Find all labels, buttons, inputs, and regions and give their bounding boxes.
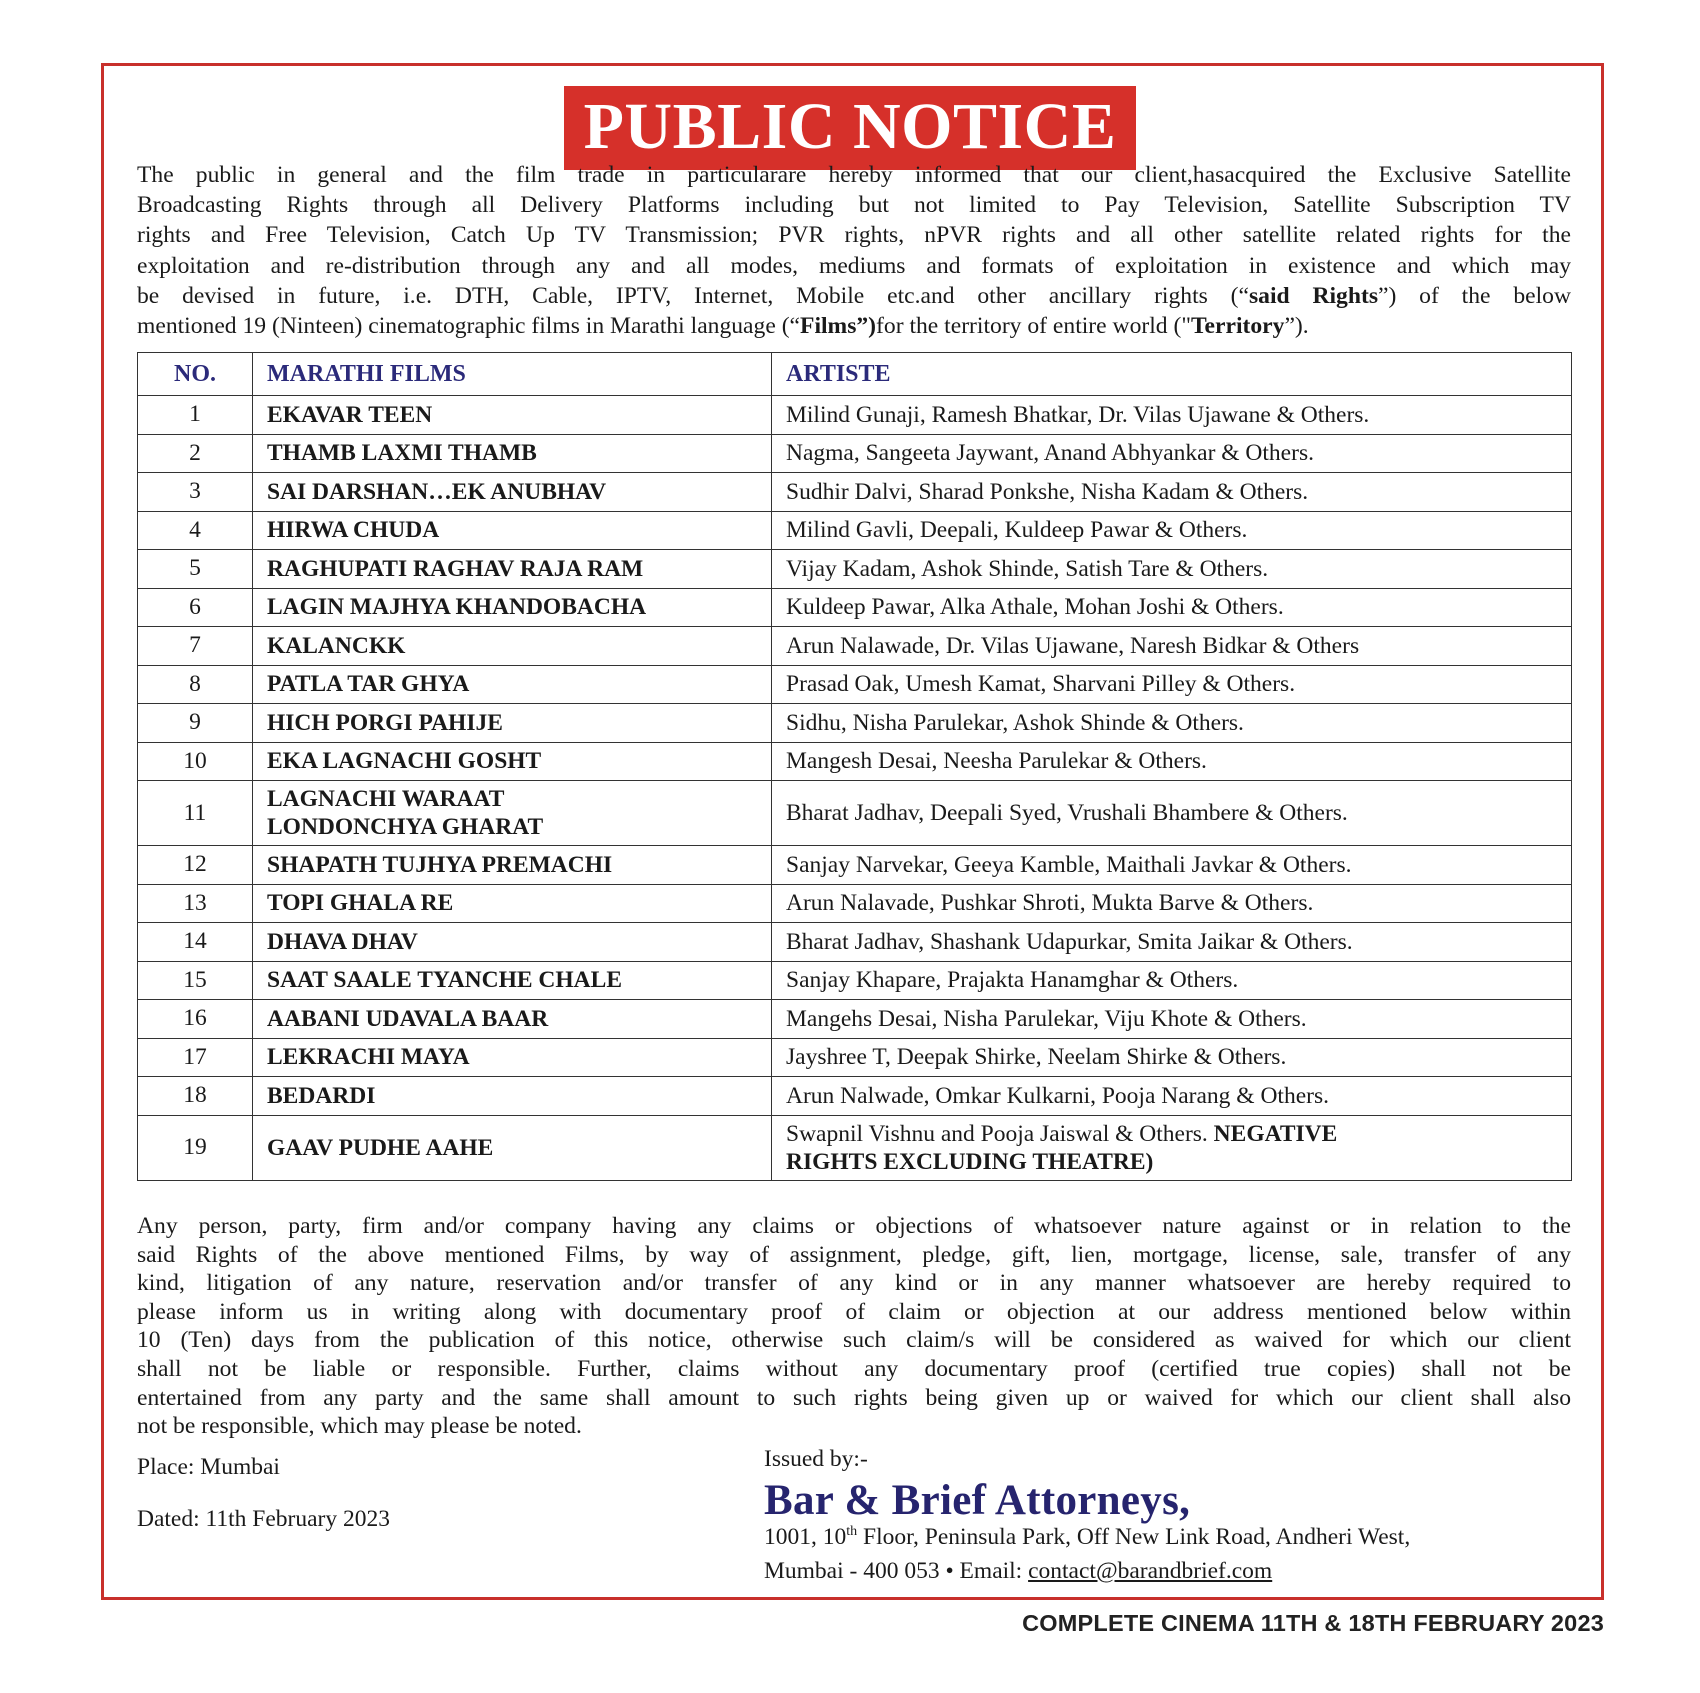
intro-line [137,311,1571,341]
table-row [138,742,1572,781]
artist-list: Kuldeep Pawar, Alka Athale, Mohan Joshi & Others. [772,588,1572,627]
intro-line: The public in general and the film trade in particularare hereby informed that our client,hasacquired the Exclusive Satellite [137,162,1571,188]
table-row [138,1115,1572,1180]
artist-list: Arun Nalavade, Pushkar Shroti, Mukta Barve & Others. [772,884,1572,923]
row-number: 13 [138,884,253,923]
film-title: TOPI GHALA RE [253,884,772,923]
table-row [138,511,1572,550]
header-no: NO. [138,353,253,396]
film-title: DHAVA DHAV [253,923,772,962]
claims-line: please inform us in writing along with documentary proof of claim or objection at our address mentioned below within [137,1298,1571,1325]
table-row [138,1038,1572,1077]
rights-note: NEGATIVE [1213,1120,1338,1147]
intro-line [137,281,1571,311]
intro-text: for the territory of entire world (" [876,312,1191,339]
row-number: 7 [138,627,253,666]
intro-paragraph [137,160,1571,341]
artist-list: Nagma, Sangeeta Jaywant, Anand Abhyankar & Others. [772,434,1572,473]
artist-list: Sudhir Dalvi, Sharad Ponkshe, Nisha Kadam & Others. [772,473,1572,512]
film-title: THAMB LAXMI THAMB [253,434,772,473]
row-number: 5 [138,550,253,589]
film-title: EKAVAR TEEN [253,396,772,435]
intro-line: rights and Free Television, Catch Up TV Transmission; PVR rights, nPVR rights and all other satellite related rights for the [137,222,1571,249]
artist-list: Milind Gunaji, Ramesh Bhatkar, Dr. Vilas Ujawane & Others. [772,396,1572,435]
table-row [138,627,1572,666]
address-text: 1001, 10 [764,1524,847,1550]
artist-list: Sanjay Narvekar, Geeya Kamble, Maithali Javkar & Others. [772,846,1572,885]
row-number: 15 [138,961,253,1000]
row-number: 19 [138,1115,253,1180]
table-row [138,473,1572,512]
row-number: 16 [138,1000,253,1039]
claims-line: kind, litigation of any nature, reservation and/or transfer of any kind or in any manner whatsoever are hereby required to [137,1270,1571,1297]
row-number: 2 [138,434,253,473]
table-row [138,923,1572,962]
issued-by: Issued by:- [764,1446,868,1472]
table-row [138,704,1572,743]
claims-line: 10 (Ten) days from the publication of this notice, otherwise such claim/s will be considered as waived for which our client [137,1327,1571,1354]
rights-note: RIGHTS EXCLUDING THEATRE) [786,1148,1154,1175]
table-row [138,1000,1572,1039]
place: Place: Mumbai [137,1454,280,1480]
publication-footer: COMPLETE CINEMA 11TH & 18TH FEBRUARY 2023 [1022,1610,1604,1636]
intro-text: mentioned 19 (Ninteen) cinematographic films in Marathi language (“ [137,312,801,339]
artist-list: Mangehs Desai, Nisha Parulekar, Viju Khote & Others. [772,1000,1572,1039]
row-number: 8 [138,665,253,704]
film-title: SAI DARSHAN…EK ANUBHAV [253,473,772,512]
said-rights-term: said Rights [1248,282,1379,309]
row-number: 1 [138,396,253,435]
table-row [138,961,1572,1000]
artist-line [786,1148,1557,1176]
artist-list: Bharat Jadhav, Shashank Udapurkar, Smita Jaikar & Others. [772,923,1572,962]
film-title: PATLA TAR GHYA [253,665,772,704]
table-row [138,434,1572,473]
artist-list: Sanjay Khapare, Prajakta Hanamghar & Others. [772,961,1572,1000]
film-title: GAAV PUDHE AAHE [253,1115,772,1180]
film-title: BEDARDI [253,1077,772,1116]
header-artist: ARTISTE [772,353,1572,396]
film-title: HICH PORGI PAHIJE [253,704,772,743]
title-wrap [0,86,1700,170]
films-table [137,352,1572,1181]
row-number: 3 [138,473,253,512]
film-title: EKA LAGNACHI GOSHT [253,742,772,781]
row-number: 18 [138,1077,253,1116]
film-title: LEKRACHI MAYA [253,1038,772,1077]
film-title: AABANI UDAVALA BAAR [253,1000,772,1039]
table-row [138,550,1572,589]
film-title [253,781,772,846]
artist-list: Sidhu, Nisha Parulekar, Ashok Shinde & Others. [772,704,1572,743]
row-number: 17 [138,1038,253,1077]
row-number: 12 [138,846,253,885]
claims-line: not be responsible, which may please be noted. [137,1413,582,1440]
table-row [138,884,1572,923]
firm-name: Bar & Brief Attorneys, [764,1477,1191,1524]
intro-line: Broadcasting Rights through all Delivery Platforms including but not limited to Pay Television, Satellite Subscription TV [137,192,1571,219]
table-header-row [138,353,1572,396]
film-title: RAGHUPATI RAGHAV RAJA RAM [253,550,772,589]
row-number: 4 [138,511,253,550]
artist-list: Arun Nalwade, Omkar Kulkarni, Pooja Narang & Others. [772,1077,1572,1116]
artist-list: Arun Nalawade, Dr. Vilas Ujawane, Naresh Bidkar & Others [772,627,1572,666]
table-row [138,588,1572,627]
notice-title: PUBLIC NOTICE [564,86,1137,170]
row-number: 9 [138,704,253,743]
film-title-line: LAGNACHI WARAAT [267,786,505,812]
artist-text: Swapnil Vishnu and Pooja Jaiswal & Others. [786,1120,1208,1147]
intro-line: exploitation and re-distribution through any and all modes, mediums and formats of exploitation in existence and which may [137,252,1571,279]
row-number: 10 [138,742,253,781]
claims-line: said Rights of the above mentioned Films, by way of assignment, pledge, gift, lien, mortgage, license, sale, transfer of any [137,1241,1571,1268]
territory-term: Territory [1190,312,1285,339]
claims-line: Any person, party, firm and/or company having any claims or objections of whatsoever nature against or in relation to the [137,1213,1571,1239]
table-row [138,781,1572,846]
table-row [138,1077,1572,1116]
row-number: 6 [138,588,253,627]
address-text: Floor, Peninsula Park, Off New Link Road, Andheri West, [857,1524,1411,1550]
address-line-2 [764,1558,1272,1585]
claims-paragraph [137,1212,1571,1441]
claims-line: shall not be liable or responsible. Further, claims without any documentary proof (certified true copies) shall not be [137,1355,1571,1382]
intro-text: ”). [1284,312,1309,339]
artist-list: Vijay Kadam, Ashok Shinde, Satish Tare & Others. [772,550,1572,589]
row-number: 14 [138,923,253,962]
films-term: Films”) [800,312,877,339]
film-title: HIRWA CHUDA [253,511,772,550]
address-line-1 [764,1524,1410,1551]
header-film: MARATHI FILMS [253,353,772,396]
artist-line [786,1120,1557,1148]
claims-line: entertained from any party and the same shall amount to such rights being given up or waived for which our client shall also [137,1384,1571,1411]
artist-list [772,1115,1572,1180]
film-title: KALANCKK [253,627,772,666]
film-title: SHAPATH TUJHYA PREMACHI [253,846,772,885]
dated: Dated: 11th February 2023 [137,1506,391,1532]
intro-text: ”) of the below [1378,282,1571,309]
row-number: 11 [138,781,253,846]
film-title: LAGIN MAJHYA KHANDOBACHA [253,588,772,627]
table-row [138,665,1572,704]
film-title: SAAT SAALE TYANCHE CHALE [253,961,772,1000]
email-link[interactable]: contact@barandbrief.com [1028,1558,1273,1584]
artist-list: Milind Gavli, Deepali, Kuldeep Pawar & Others. [772,511,1572,550]
artist-list: Prasad Oak, Umesh Kamat, Sharvani Pilley & Others. [772,665,1572,704]
artist-list: Bharat Jadhav, Deepali Syed, Vrushali Bhambere & Others. [772,781,1572,846]
table-row [138,846,1572,885]
table-row [138,396,1572,435]
intro-text: be devised in future, i.e. DTH, Cable, IPTV, Internet, Mobile etc.and other ancillary rights (“ [137,282,1249,309]
film-title-line: LONDONCHYA GHARAT [267,814,544,840]
address-text: Mumbai - 400 053 • Email: [764,1558,1029,1584]
address-superscript: th [846,1524,858,1540]
artist-list: Mangesh Desai, Neesha Parulekar & Others. [772,742,1572,781]
artist-list: Jayshree T, Deepak Shirke, Neelam Shirke & Others. [772,1038,1572,1077]
